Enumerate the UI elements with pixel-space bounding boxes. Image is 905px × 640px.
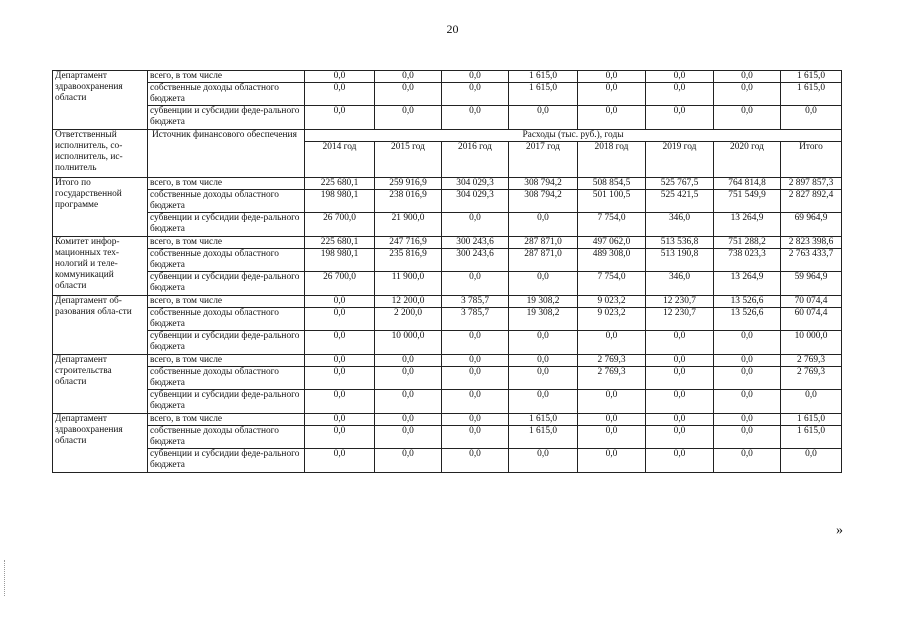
value-cell: 198 980,1 bbox=[305, 190, 375, 213]
table-row bbox=[53, 414, 842, 426]
value-cell: 308 794,2 bbox=[509, 178, 578, 190]
value-cell: 13 264,9 bbox=[714, 272, 781, 296]
value-cell: 0,0 bbox=[375, 83, 442, 106]
value-cell: 0,0 bbox=[646, 414, 714, 426]
value-cell: 225 680,1 bbox=[305, 178, 375, 190]
value-cell: 287 871,0 bbox=[509, 237, 578, 249]
value-cell: 1 615,0 bbox=[781, 414, 842, 426]
header-expenses: Расходы (тыс. руб.), годы bbox=[305, 130, 842, 142]
value-cell: 0,0 bbox=[646, 83, 714, 106]
value-cell: 304 029,3 bbox=[442, 190, 509, 213]
table-row bbox=[53, 237, 842, 249]
scan-edge-marks bbox=[4, 560, 9, 596]
header-year: 2016 год bbox=[442, 142, 509, 178]
header-row bbox=[53, 130, 842, 142]
table-row bbox=[53, 449, 842, 473]
value-cell: 508 854,5 bbox=[578, 178, 646, 190]
value-cell: 2 827 892,4 bbox=[781, 190, 842, 213]
value-cell: 0,0 bbox=[509, 331, 578, 355]
value-cell: 0,0 bbox=[442, 71, 509, 83]
value-cell: 0,0 bbox=[305, 106, 375, 130]
value-cell: 2 823 398,6 bbox=[781, 237, 842, 249]
value-cell: 0,0 bbox=[305, 71, 375, 83]
executor-cell: Департамент об-разования обла-сти bbox=[53, 296, 148, 355]
value-cell: 225 680,1 bbox=[305, 237, 375, 249]
value-cell: 0,0 bbox=[509, 355, 578, 367]
value-cell: 0,0 bbox=[714, 106, 781, 130]
value-cell: 287 871,0 bbox=[509, 249, 578, 272]
value-cell: 198 980,1 bbox=[305, 249, 375, 272]
value-cell: 247 716,9 bbox=[375, 237, 442, 249]
header-year: 2015 год bbox=[375, 142, 442, 178]
executor-cell: Департамент здравоохранения области bbox=[53, 414, 148, 473]
value-cell: 0,0 bbox=[375, 426, 442, 449]
value-cell: 0,0 bbox=[375, 71, 442, 83]
source-cell: всего, в том числе bbox=[148, 414, 305, 426]
value-cell: 0,0 bbox=[578, 331, 646, 355]
value-cell: 0,0 bbox=[305, 296, 375, 308]
executor-cell: Департамент здравоохранения области bbox=[53, 71, 148, 130]
value-cell: 0,0 bbox=[442, 414, 509, 426]
value-cell: 0,0 bbox=[714, 83, 781, 106]
value-cell: 26 700,0 bbox=[305, 272, 375, 296]
table-row bbox=[53, 190, 842, 213]
header-source: Источник финансового обеспечения bbox=[148, 130, 305, 178]
value-cell: 13 526,6 bbox=[714, 296, 781, 308]
value-cell: 0,0 bbox=[646, 390, 714, 414]
value-cell: 19 308,2 bbox=[509, 308, 578, 331]
value-cell: 0,0 bbox=[578, 83, 646, 106]
value-cell: 12 200,0 bbox=[375, 296, 442, 308]
table-row bbox=[53, 272, 842, 296]
value-cell: 1 615,0 bbox=[781, 71, 842, 83]
value-cell: 346,0 bbox=[646, 272, 714, 296]
value-cell: 259 916,9 bbox=[375, 178, 442, 190]
table-row bbox=[53, 390, 842, 414]
value-cell: 300 243,6 bbox=[442, 249, 509, 272]
value-cell: 2 200,0 bbox=[375, 308, 442, 331]
table-row bbox=[53, 106, 842, 130]
value-cell: 0,0 bbox=[509, 390, 578, 414]
value-cell: 0,0 bbox=[714, 367, 781, 390]
source-cell: собственные доходы областного бюджета bbox=[148, 367, 305, 390]
header-year: Итого bbox=[781, 142, 842, 178]
value-cell: 3 785,7 bbox=[442, 296, 509, 308]
header-year: 2018 год bbox=[578, 142, 646, 178]
value-cell: 0,0 bbox=[646, 106, 714, 130]
value-cell: 0,0 bbox=[305, 414, 375, 426]
value-cell: 0,0 bbox=[442, 272, 509, 296]
value-cell: 0,0 bbox=[646, 449, 714, 473]
value-cell: 0,0 bbox=[305, 355, 375, 367]
value-cell: 0,0 bbox=[646, 355, 714, 367]
value-cell: 308 794,2 bbox=[509, 190, 578, 213]
source-cell: всего, в том числе bbox=[148, 296, 305, 308]
value-cell: 0,0 bbox=[578, 414, 646, 426]
value-cell: 13 264,9 bbox=[714, 213, 781, 237]
value-cell: 0,0 bbox=[578, 449, 646, 473]
value-cell: 3 785,7 bbox=[442, 308, 509, 331]
value-cell: 0,0 bbox=[714, 390, 781, 414]
header-year: 2014 год bbox=[305, 142, 375, 178]
value-cell: 0,0 bbox=[714, 331, 781, 355]
value-cell: 1 615,0 bbox=[509, 414, 578, 426]
header-year: 2020 год bbox=[714, 142, 781, 178]
executor-cell: Департамент строительства области bbox=[53, 355, 148, 414]
value-cell: 0,0 bbox=[375, 106, 442, 130]
value-cell: 0,0 bbox=[714, 71, 781, 83]
value-cell: 0,0 bbox=[578, 426, 646, 449]
value-cell: 0,0 bbox=[442, 331, 509, 355]
value-cell: 0,0 bbox=[375, 390, 442, 414]
value-cell: 19 308,2 bbox=[509, 296, 578, 308]
value-cell: 12 230,7 bbox=[646, 308, 714, 331]
value-cell: 59 964,9 bbox=[781, 272, 842, 296]
source-cell: субвенции и субсидии феде-рального бюджета bbox=[148, 331, 305, 355]
source-cell: всего, в том числе bbox=[148, 71, 305, 83]
value-cell: 1 615,0 bbox=[781, 426, 842, 449]
value-cell: 0,0 bbox=[509, 272, 578, 296]
value-cell: 0,0 bbox=[442, 355, 509, 367]
source-cell: субвенции и субсидии феде-рального бюджета bbox=[148, 272, 305, 296]
value-cell: 0,0 bbox=[305, 308, 375, 331]
value-cell: 0,0 bbox=[646, 71, 714, 83]
value-cell: 0,0 bbox=[375, 414, 442, 426]
value-cell: 0,0 bbox=[509, 367, 578, 390]
source-cell: субвенции и субсидии феде-рального бюджета bbox=[148, 390, 305, 414]
table-row bbox=[53, 308, 842, 331]
value-cell: 0,0 bbox=[442, 213, 509, 237]
value-cell: 304 029,3 bbox=[442, 178, 509, 190]
value-cell: 0,0 bbox=[578, 106, 646, 130]
source-cell: всего, в том числе bbox=[148, 355, 305, 367]
page-number: 20 bbox=[446, 22, 459, 36]
source-cell: субвенции и субсидии феде-рального бюджета bbox=[148, 106, 305, 130]
value-cell: 7 754,0 bbox=[578, 272, 646, 296]
value-cell: 0,0 bbox=[305, 331, 375, 355]
value-cell: 2 897 857,3 bbox=[781, 178, 842, 190]
value-cell: 751 549,9 bbox=[714, 190, 781, 213]
value-cell: 2 769,3 bbox=[578, 367, 646, 390]
executor-cell: Комитет инфор-мационных тех-нологий и теле-коммуникаций области bbox=[53, 237, 148, 296]
value-cell: 70 074,4 bbox=[781, 296, 842, 308]
value-cell: 0,0 bbox=[442, 390, 509, 414]
value-cell: 525 767,5 bbox=[646, 178, 714, 190]
source-cell: субвенции и субсидии феде-рального бюджета bbox=[148, 449, 305, 473]
value-cell: 0,0 bbox=[646, 331, 714, 355]
value-cell: 0,0 bbox=[578, 71, 646, 83]
source-cell: собственные доходы областного бюджета bbox=[148, 308, 305, 331]
value-cell: 513 536,8 bbox=[646, 237, 714, 249]
value-cell: 0,0 bbox=[781, 390, 842, 414]
value-cell: 0,0 bbox=[509, 213, 578, 237]
value-cell: 12 230,7 bbox=[646, 296, 714, 308]
value-cell: 26 700,0 bbox=[305, 213, 375, 237]
value-cell: 13 526,6 bbox=[714, 308, 781, 331]
value-cell: 300 243,6 bbox=[442, 237, 509, 249]
value-cell: 60 074,4 bbox=[781, 308, 842, 331]
source-cell: субвенции и субсидии феде-рального бюджета bbox=[148, 213, 305, 237]
value-cell: 2 763 433,7 bbox=[781, 249, 842, 272]
value-cell: 0,0 bbox=[442, 426, 509, 449]
value-cell: 0,0 bbox=[442, 83, 509, 106]
value-cell: 0,0 bbox=[305, 449, 375, 473]
value-cell: 9 023,2 bbox=[578, 308, 646, 331]
table-row bbox=[53, 178, 842, 190]
table-row bbox=[53, 367, 842, 390]
table-row bbox=[53, 355, 842, 367]
value-cell: 0,0 bbox=[375, 449, 442, 473]
value-cell: 0,0 bbox=[509, 106, 578, 130]
value-cell: 7 754,0 bbox=[578, 213, 646, 237]
value-cell: 0,0 bbox=[714, 355, 781, 367]
value-cell: 0,0 bbox=[578, 390, 646, 414]
value-cell: 0,0 bbox=[305, 426, 375, 449]
value-cell: 489 308,0 bbox=[578, 249, 646, 272]
value-cell: 1 615,0 bbox=[509, 71, 578, 83]
source-cell: собственные доходы областного бюджета bbox=[148, 83, 305, 106]
value-cell: 0,0 bbox=[375, 367, 442, 390]
value-cell: 0,0 bbox=[305, 83, 375, 106]
value-cell: 738 023,3 bbox=[714, 249, 781, 272]
value-cell: 9 023,2 bbox=[578, 296, 646, 308]
table-row bbox=[53, 296, 842, 308]
value-cell: 0,0 bbox=[714, 426, 781, 449]
value-cell: 2 769,3 bbox=[781, 355, 842, 367]
header-year: 2017 год bbox=[509, 142, 578, 178]
value-cell: 0,0 bbox=[646, 426, 714, 449]
source-cell: всего, в том числе bbox=[148, 178, 305, 190]
value-cell: 513 190,8 bbox=[646, 249, 714, 272]
value-cell: 1 615,0 bbox=[509, 426, 578, 449]
closing-quote: » bbox=[836, 523, 843, 538]
value-cell: 69 964,9 bbox=[781, 213, 842, 237]
value-cell: 525 421,5 bbox=[646, 190, 714, 213]
value-cell: 11 900,0 bbox=[375, 272, 442, 296]
executor-cell: Итого по государственной программе bbox=[53, 178, 148, 237]
value-cell: 497 062,0 bbox=[578, 237, 646, 249]
value-cell: 0,0 bbox=[714, 449, 781, 473]
value-cell: 1 615,0 bbox=[509, 83, 578, 106]
value-cell: 0,0 bbox=[442, 367, 509, 390]
value-cell: 0,0 bbox=[714, 414, 781, 426]
source-cell: собственные доходы областного бюджета bbox=[148, 249, 305, 272]
table-row bbox=[53, 426, 842, 449]
value-cell: 0,0 bbox=[781, 106, 842, 130]
value-cell: 2 769,3 bbox=[781, 367, 842, 390]
value-cell: 751 288,2 bbox=[714, 237, 781, 249]
value-cell: 10 000,0 bbox=[781, 331, 842, 355]
table-row bbox=[53, 71, 842, 83]
source-cell: собственные доходы областного бюджета bbox=[148, 426, 305, 449]
value-cell: 238 016,9 bbox=[375, 190, 442, 213]
source-cell: собственные доходы областного бюджета bbox=[148, 190, 305, 213]
value-cell: 0,0 bbox=[305, 367, 375, 390]
table-row bbox=[53, 213, 842, 237]
value-cell: 0,0 bbox=[509, 449, 578, 473]
value-cell: 0,0 bbox=[442, 106, 509, 130]
table-row bbox=[53, 83, 842, 106]
value-cell: 0,0 bbox=[305, 390, 375, 414]
header-year: 2019 год bbox=[646, 142, 714, 178]
table-row bbox=[53, 249, 842, 272]
budget-table bbox=[52, 70, 842, 473]
value-cell: 1 615,0 bbox=[781, 83, 842, 106]
source-cell: всего, в том числе bbox=[148, 237, 305, 249]
header-executor: Ответственный исполнитель, со-исполнитель, ис-полнитель bbox=[53, 130, 148, 178]
value-cell: 0,0 bbox=[781, 449, 842, 473]
value-cell: 0,0 bbox=[646, 367, 714, 390]
value-cell: 346,0 bbox=[646, 213, 714, 237]
value-cell: 10 000,0 bbox=[375, 331, 442, 355]
value-cell: 0,0 bbox=[442, 449, 509, 473]
value-cell: 0,0 bbox=[375, 355, 442, 367]
value-cell: 501 100,5 bbox=[578, 190, 646, 213]
value-cell: 235 816,9 bbox=[375, 249, 442, 272]
table-row bbox=[53, 331, 842, 355]
value-cell: 2 769,3 bbox=[578, 355, 646, 367]
value-cell: 764 814,8 bbox=[714, 178, 781, 190]
value-cell: 21 900,0 bbox=[375, 213, 442, 237]
